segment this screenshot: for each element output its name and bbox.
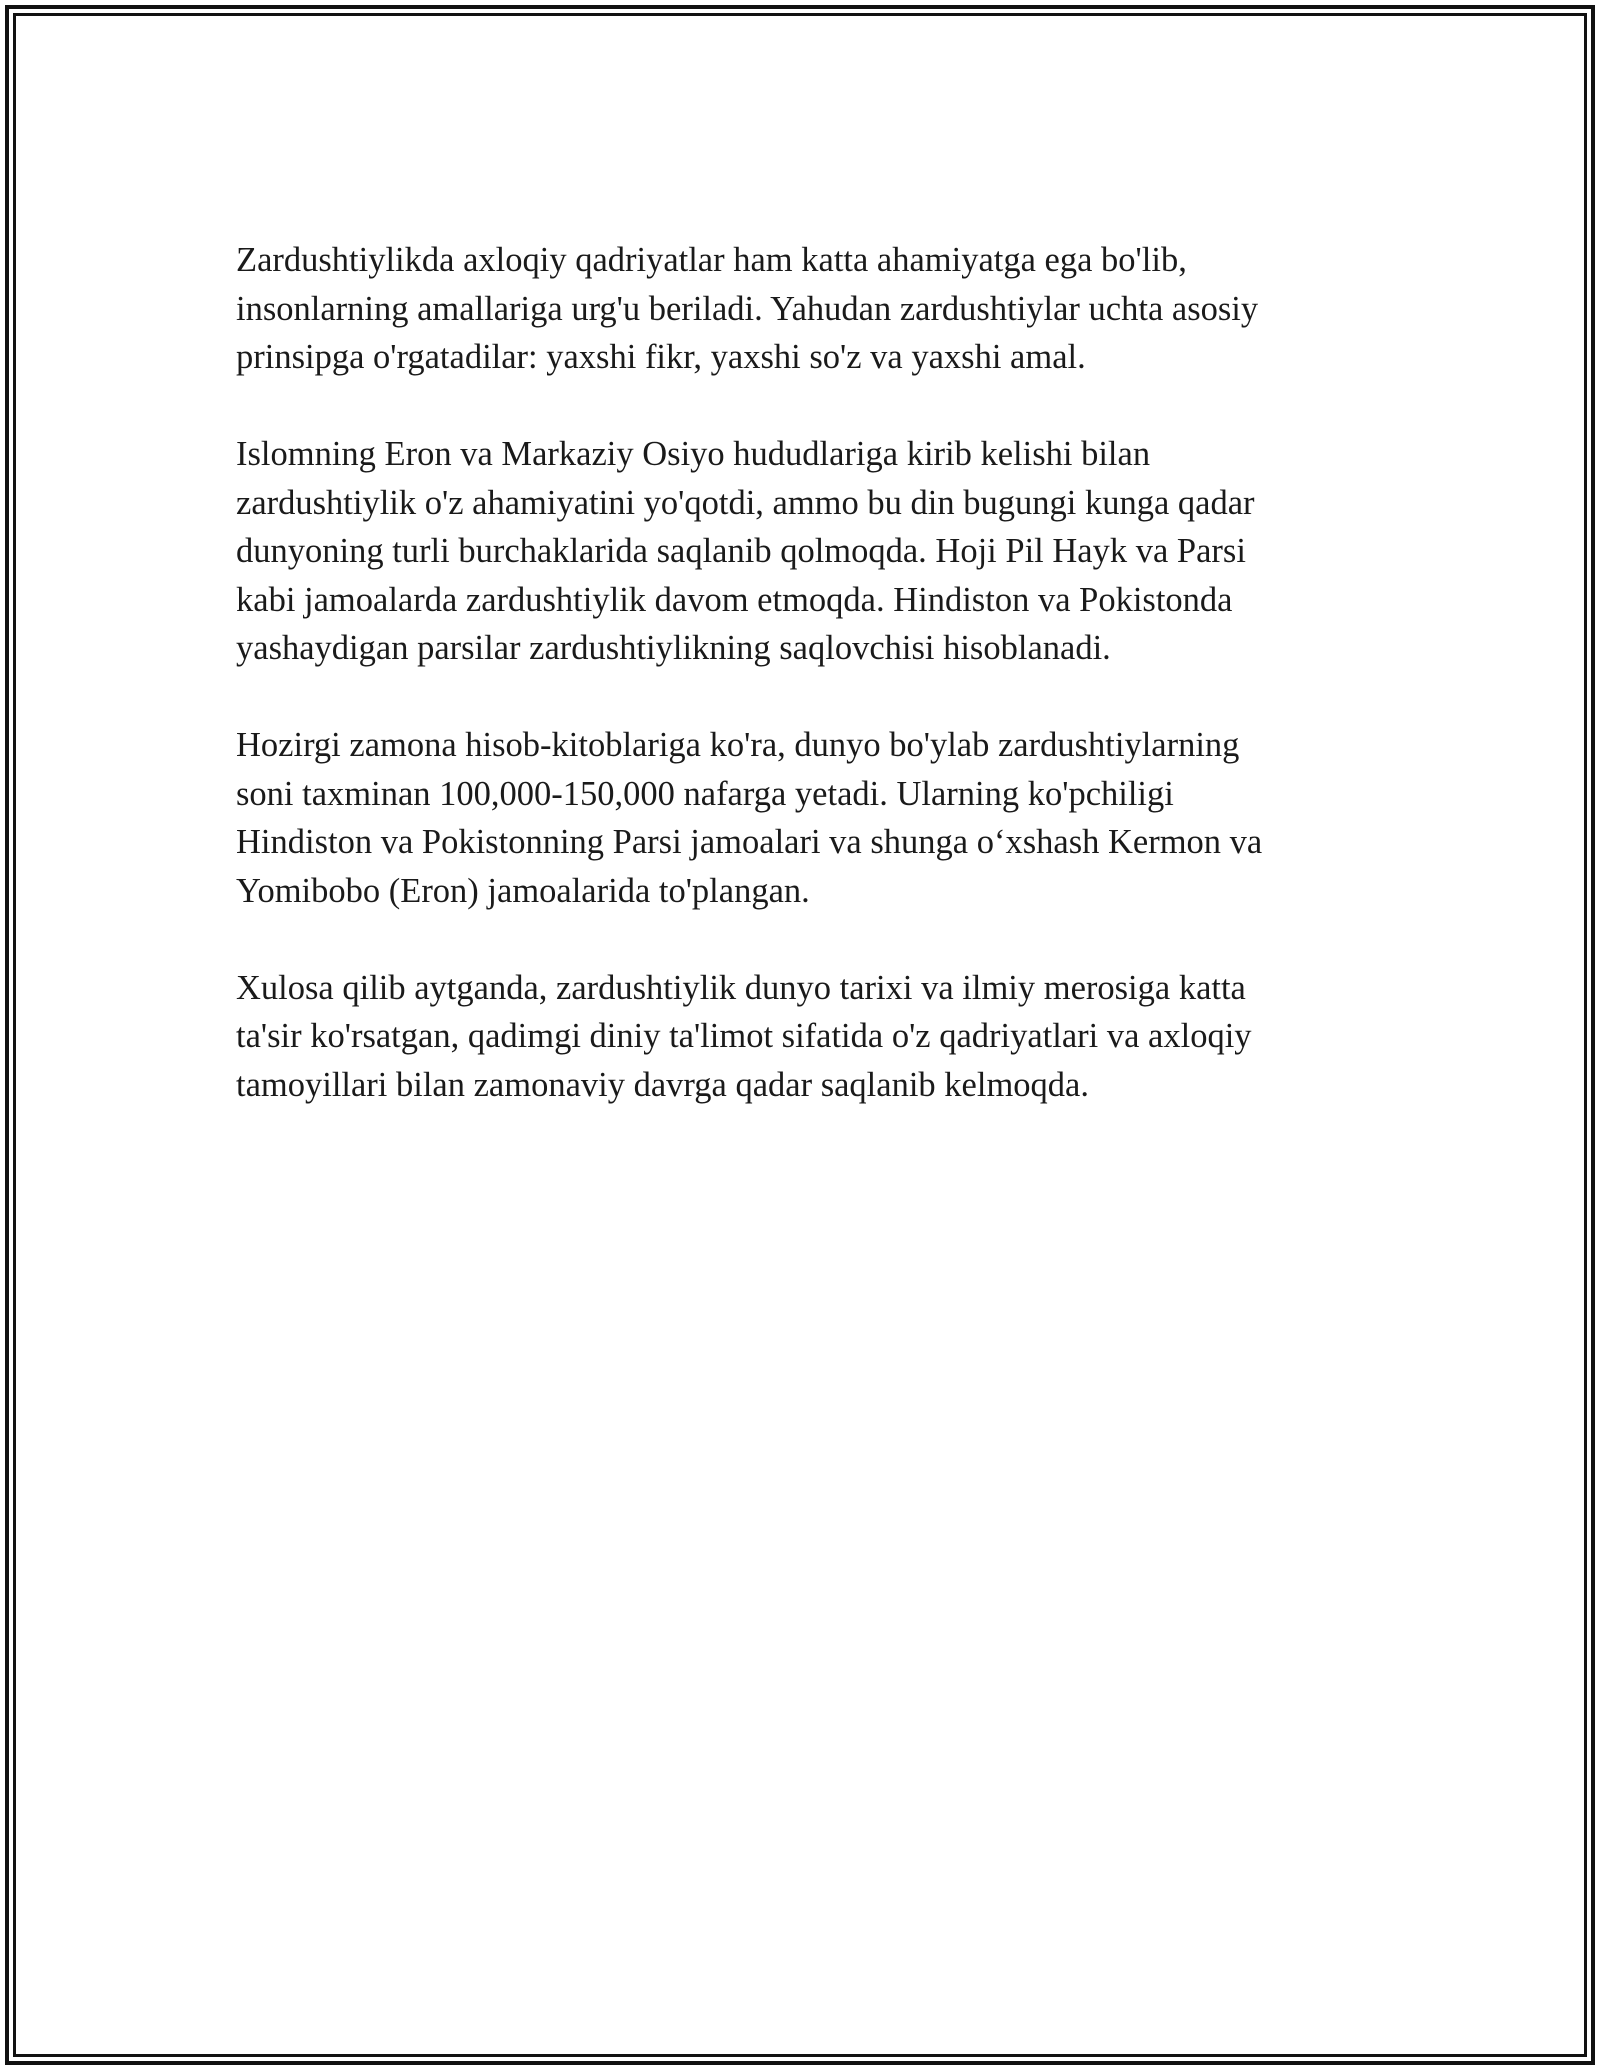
paragraph-4 xyxy=(236,964,1366,1110)
paragraph-line: Zardushtiylikda axloqiy qadriyatlar ham katta ahamiyatga ega bo'lib, xyxy=(236,241,1187,279)
paragraph-line: kabi jamoalarda zardushtiylik davom etmoqda. Hindiston va Pokistonda xyxy=(236,580,1233,619)
paragraph-line: zardushtiylik o'z ahamiyatini yo'qotdi, ammo bu din bugungi kunga qadar xyxy=(236,483,1255,522)
paragraph-line: Hindiston va Pokistonning Parsi jamoalari va shunga o‘xshash Kermon va xyxy=(236,823,1263,861)
paragraph-line: Yomibobo (Eron) jamoalarida to'plangan. xyxy=(236,871,810,910)
paragraph-line: Xulosa qilib aytganda, zardushtiylik dunyo tarixi va ilmiy merosiga katta xyxy=(236,968,1246,1007)
paragraph-1 xyxy=(236,236,1366,382)
paragraph-line: tamoyillari bilan zamonaviy davrga qadar saqlanib kelmoqda. xyxy=(236,1065,1089,1104)
paragraph-line: Islomning Eron va Markaziy Osiyo hududlariga kirib kelishi bilan xyxy=(236,435,1151,473)
paragraph-3 xyxy=(236,721,1366,915)
paragraph-line: soni taxminan 100,000-150,000 nafarga yetadi. Ularning ko'pchiligi xyxy=(236,774,1174,813)
paragraph-2 xyxy=(236,430,1366,673)
paragraph-line: ta'sir ko'rsatgan, qadimgi diniy ta'limot sifatida o'z qadriyatlari va axloqiy xyxy=(236,1017,1252,1055)
paragraph-line: prinsipga o'rgatadilar: yaxshi fikr, yaxshi so'z va yaxshi amal. xyxy=(236,338,1086,376)
document-body xyxy=(236,236,1366,1158)
paragraph-line: Hozirgi zamona hisob-kitoblariga ko'ra, dunyo bo'ylab zardushtiylarning xyxy=(236,726,1240,764)
paragraph-line: insonlarning amallariga urg'u beriladi. Yahudan zardushtiylar uchta asosiy xyxy=(236,289,1259,328)
paragraph-line: yashaydigan parsilar zardushtiylikning saqlovchisi hisoblanadi. xyxy=(236,629,1111,667)
paragraph-line: dunyoning turli burchaklarida saqlanib qolmoqda. Hoji Pil Hayk va Parsi xyxy=(236,532,1246,570)
